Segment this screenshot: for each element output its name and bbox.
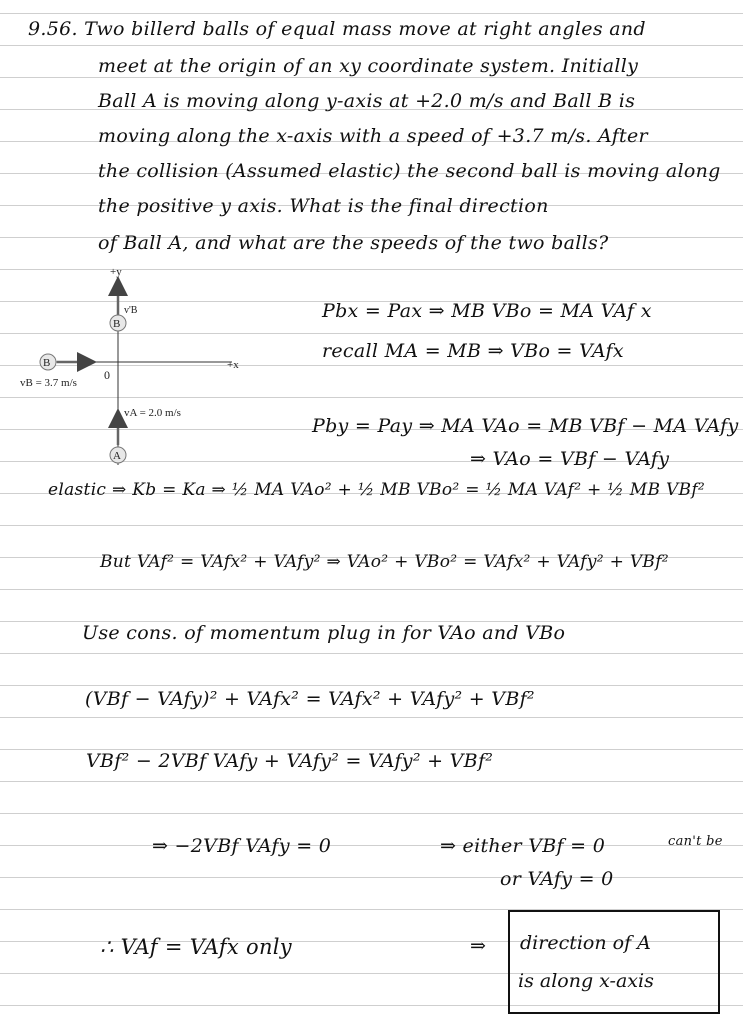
ball-b-left-label: B (43, 357, 51, 369)
answer-line-2: is along x-axis (518, 970, 654, 992)
equation-elastic: elastic ⇒ Kb = Ka ⇒ ½ MA VAo² + ½ MB VBo² = ½ MA VAf² + ½ MB VBf² (48, 480, 706, 500)
problem-line-6: the positive y axis. What is the final direction (98, 195, 549, 217)
problem-line-3: Ball A is moving along y-axis at +2.0 m/s and Ball B is (98, 90, 636, 112)
ball-a-speed-label: vA = 2.0 m/s (124, 407, 181, 419)
equation-momentum-y: Pby = Pay ⇒ MA VAo = MB VBf − MA VAfy (312, 415, 739, 437)
y-axis-label: +y (110, 266, 122, 278)
equation-va0: ⇒ VAo = VBf − VAfy (470, 448, 670, 470)
equation-expanded: VBf² − 2VBf VAfy + VAfy² = VAfy² + VBf² (86, 750, 494, 772)
equation-or: or VAfy = 0 (500, 868, 614, 890)
x-axis-label: +x (227, 359, 239, 371)
equation-either: ⇒ either VBf = 0 (440, 835, 606, 857)
note-use-momentum: Use cons. of momentum plug in for VAo and VBo (82, 622, 566, 644)
ball-a-label: A (113, 450, 121, 462)
collision-diagram (0, 255, 300, 475)
equation-recall-mass: recall MA = MB ⇒ VBo = VAfx (322, 340, 624, 362)
ball-b-speed-label: vB = 3.7 m/s (20, 377, 77, 389)
note-cant-be: can't be (668, 834, 723, 849)
problem-line-4: moving along the x-axis with a speed of +3.7 m/s. After (98, 125, 648, 147)
conclusion-arrow: ⇒ (470, 935, 487, 957)
answer-box (508, 910, 720, 1014)
ball-b-top-label: B (113, 318, 121, 330)
equation-vaf-squared: But VAf² = VAfx² + VAfy² ⇒ VAo² + VBo² = VAfx² + VAfy² + VBf² (100, 552, 669, 572)
ball-b-final-velocity-label: v'B (124, 305, 138, 316)
problem-line-5: the collision (Assumed elastic) the second ball is moving along (98, 160, 721, 182)
problem-line-1: 9.56. Two billerd balls of equal mass move at right angles and (28, 18, 646, 40)
equation-momentum-x: Pbx = Pax ⇒ MB VBo = MA VAf x (322, 300, 652, 322)
problem-line-2: meet at the origin of an xy coordinate system. Initially (98, 55, 639, 77)
origin-label: 0 (104, 368, 110, 382)
problem-line-7: of Ball A, and what are the speeds of the two balls? (98, 232, 609, 254)
answer-line-1: direction of A (520, 932, 651, 954)
equation-product-zero: ⇒ −2VBf VAfy = 0 (152, 835, 332, 857)
equation-substitution: (VBf − VAfy)² + VAfx² = VAfx² + VAfy² + VBf² (85, 688, 535, 710)
equation-conclusion: ∴ VAf = VAfx only (100, 935, 292, 959)
